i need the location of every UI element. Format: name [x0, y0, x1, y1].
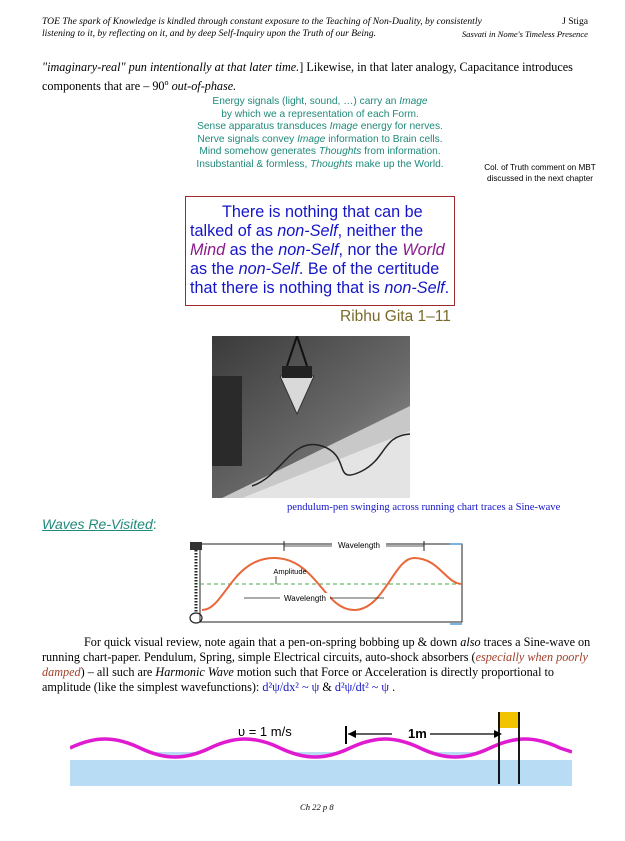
math-x-equation: d²ψ/dx² ~ ψ	[262, 680, 320, 694]
quote-line-4: as the non-Self. Be of the certitude	[190, 260, 440, 278]
distance-label: 1m	[408, 726, 427, 741]
para1-quote-part: "imaginary-real" pun intentionally at that later time.	[42, 60, 300, 74]
column-note	[470, 162, 610, 184]
math-t-equation: d²ψ/dt² ~ ψ	[334, 680, 390, 694]
teal-line-2: by which we a representation of each Form.	[221, 108, 419, 120]
teal-line-5: Mind somehow generates Thoughts from information.	[199, 146, 441, 157]
paragraph-harmonic-motion: For quick visual review, note again that a pen-on-spring bobbing up & down also traces a Sine-wave on running chart-paper. Pendulum, Spring, simple Electrical circuits, auto-shock absorbers (especially when poorly damped) – all such are Harmonic Wave motion such that Force or Acceleration is directly proportional to amplitude (like the simplest wavefunctions): d²ψ/dx² ~ ψ & d²ψ/dt² ~ ψ .	[42, 635, 591, 694]
page-footer: Ch 22 p 8	[300, 802, 334, 812]
para1-tail: out-of-phase.	[168, 79, 237, 94]
header-line-1: TOE The spark of Knowledge is kindled through constant exposure to the Teaching of Non-Duality, by consistently	[42, 16, 482, 27]
wavelength-top-label: Wavelength	[338, 541, 380, 550]
quote-line-1: There is nothing that can be	[222, 203, 423, 221]
quote-line-2: talked of as non-Self, neither the	[190, 222, 424, 240]
quote-line-5: that there is nothing that is non-Self.	[190, 279, 450, 297]
section-title-waves[interactable]: Waves Re-Visited:	[42, 516, 157, 532]
photo-caption: pendulum-pen swinging across running chart traces a Sine-wave	[287, 502, 561, 513]
wavelength-mid-label: Wavelength	[284, 594, 326, 603]
header-line-2: listening to it, by reflecting on it, and by deep Self-Inquiry upon the Truth of our Being.	[42, 28, 377, 39]
teal-line-3: Sense apparatus transduces Image energy for nerves.	[197, 121, 443, 132]
traveling-wave-figure	[70, 712, 572, 786]
para1-degree: o	[164, 78, 169, 87]
quote-line-3: Mind as the non-Self, nor the World	[190, 241, 445, 259]
teal-line-1: Energy signals (light, sound, …) carry an Image	[212, 96, 428, 107]
amplitude-label: Amplitude	[273, 567, 307, 576]
col-note-line-2: discussed in the next chapter	[486, 174, 594, 183]
teal-line-6: Insubstantial & formless, Thoughts make up the World.	[196, 158, 444, 170]
page-header	[42, 16, 602, 40]
sine-wave-diagram	[184, 538, 464, 630]
pendulum-pen-photo	[212, 336, 410, 498]
paragraph-capacitance	[42, 60, 602, 94]
quote-attribution: Ribhu Gita 1–11	[340, 308, 451, 325]
header-source: Sasvati in Nome's Timeless Presence	[461, 29, 588, 39]
col-note-line-1: Col. of Truth comment on MBT	[484, 163, 596, 172]
para1-rest: ] Likewise, in that later analogy, Capacitance introduces components that are – 90	[42, 60, 573, 94]
speed-label: υ = 1 m/s	[238, 724, 292, 739]
header-author: J Stiga	[562, 16, 588, 27]
signal-chain-text	[170, 96, 470, 171]
ribhu-quote-box	[185, 196, 455, 306]
teal-line-4: Nerve signals convey Image information to Brain cells.	[197, 133, 443, 145]
